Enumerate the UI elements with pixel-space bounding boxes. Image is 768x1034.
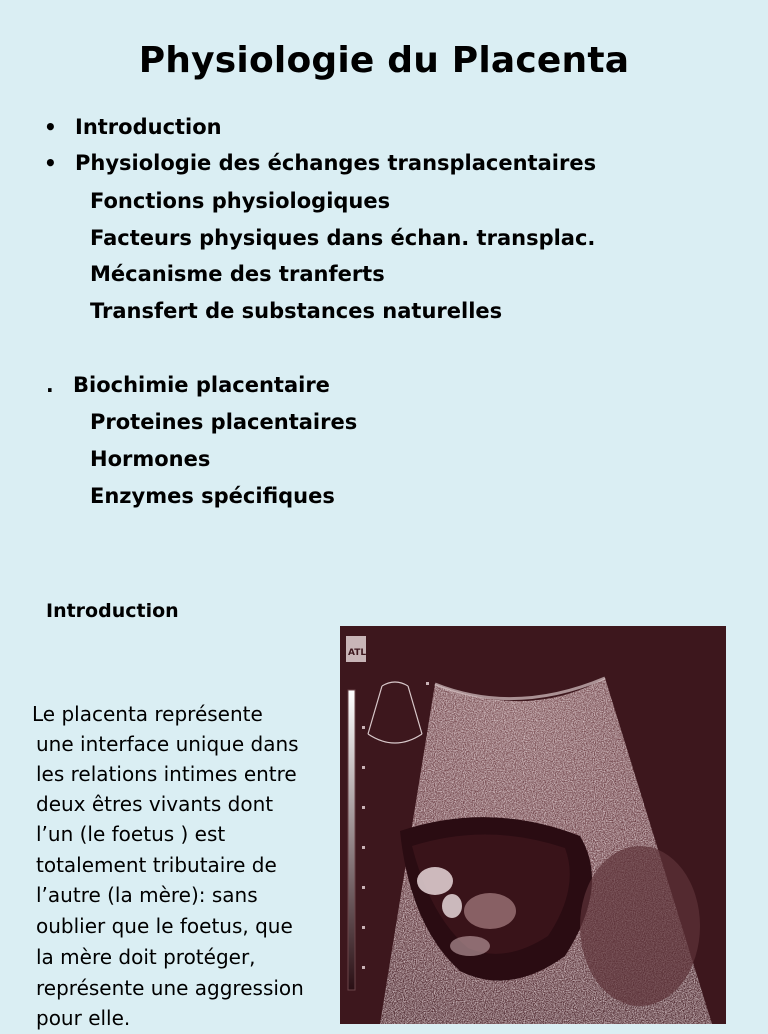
paragraph-line: représente une aggression	[36, 976, 304, 1000]
paragraph-line: la mère doit protéger,	[36, 945, 256, 969]
outline-item-biochimie: Biochimie placentaire	[73, 373, 330, 397]
intro-heading: Introduction	[46, 600, 179, 622]
svg-text:ATL: ATL	[348, 648, 367, 658]
outline-item-introduction: Introduction	[75, 115, 222, 139]
paragraph-line: pour elle.	[36, 1006, 131, 1030]
paragraph-line: l’autre (la mère): sans	[36, 883, 258, 907]
paragraph-line: deux êtres vivants dont	[36, 792, 274, 816]
outline-item-echanges: Physiologie des échanges transplacentaires	[75, 151, 597, 175]
paragraph-line: l’un (le foetus ) est	[36, 822, 226, 846]
bullet-marker: •	[44, 115, 57, 139]
outline-subitem-transfert: Transfert de substances naturelles	[90, 299, 503, 323]
outline-subitem-mecanisme: Mécanisme des tranferts	[90, 262, 385, 286]
outline-subitem-proteines: Proteines placentaires	[90, 410, 358, 434]
atl-logo	[346, 636, 366, 662]
bullet-marker: .	[46, 373, 54, 397]
outline-subitem-fonctions: Fonctions physiologiques	[90, 189, 391, 213]
ultrasound-image	[340, 626, 726, 1024]
paragraph-line: totalement tributaire de	[36, 853, 277, 877]
outline-subitem-facteurs: Facteurs physiques dans échan. transplac.	[90, 226, 596, 250]
outline-subitem-hormones: Hormones	[90, 447, 211, 471]
paragraph-line: Le placenta représente	[32, 702, 263, 726]
outline-subitem-enzymes: Enzymes spécifiques	[90, 484, 335, 508]
paragraph-line: une interface unique dans	[36, 732, 299, 756]
bullet-marker: •	[44, 151, 57, 175]
slide-title: Physiologie du Placenta	[138, 40, 630, 81]
paragraph-line: oublier que le foetus, que	[36, 914, 293, 938]
paragraph-line: les relations intimes entre	[36, 762, 297, 786]
